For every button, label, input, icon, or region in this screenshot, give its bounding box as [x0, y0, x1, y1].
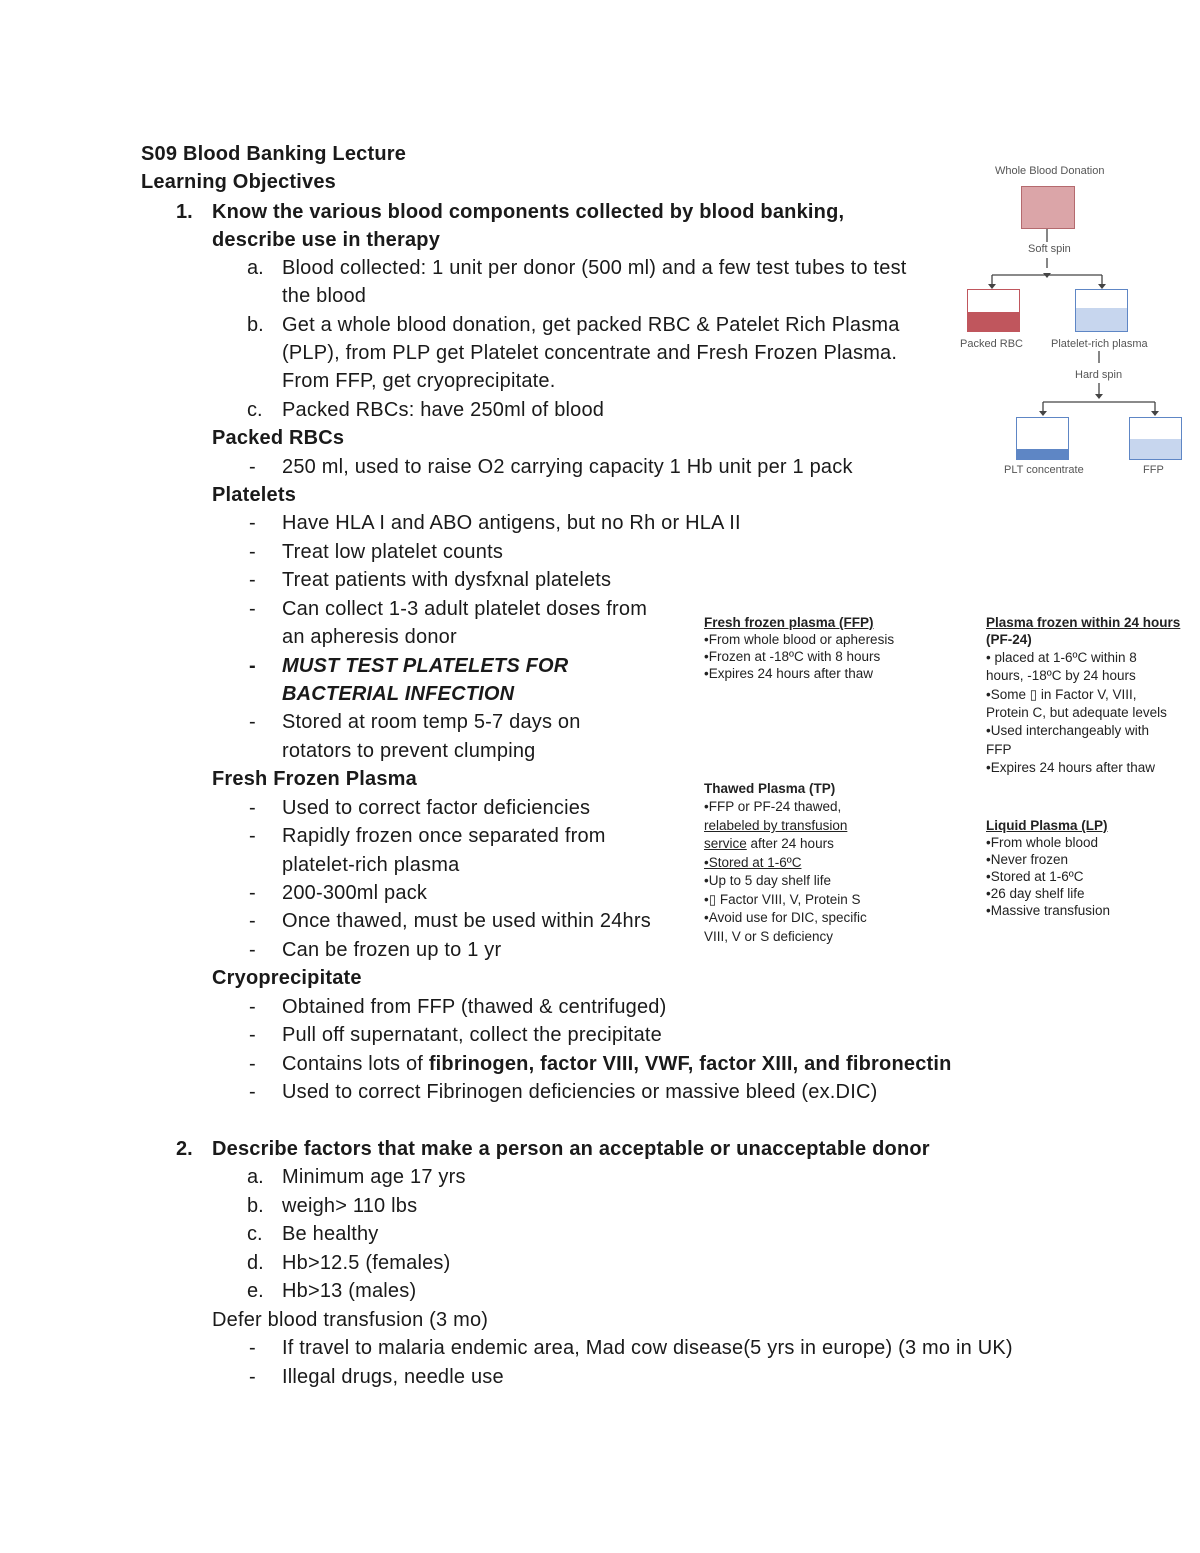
hard-spin-label: Hard spin — [1075, 369, 1123, 381]
pf24-info-line: •Used interchangeably with — [986, 723, 1150, 738]
bullet-dash: - — [249, 825, 256, 847]
pf24-info-line: • placed at 1-6ºC within 8 — [986, 650, 1137, 665]
ffp-bag — [1129, 417, 1182, 460]
plt-concentrate-label: PLT concentrate — [1004, 464, 1084, 476]
platelets-heading: Platelets — [212, 484, 297, 506]
whole-blood-bag — [1021, 186, 1075, 229]
list-item: Obtained from FFP (thawed & centrifuged) — [282, 996, 667, 1018]
list-item — [282, 1050, 952, 1078]
tp-info-rest: after 24 hours — [746, 836, 834, 851]
list-marker: d. — [247, 1252, 264, 1274]
pf24-info-line: FFP — [986, 742, 1012, 757]
objective-2-text: Describe factors that make a person an acceptable or unacceptable donor — [212, 1138, 930, 1160]
bullet-dash: - — [249, 512, 256, 534]
list-item: Once thawed, must be used within 24hrs — [282, 910, 651, 932]
bullet-dash: - — [249, 882, 256, 904]
packed-rbcs-heading: Packed RBCs — [212, 427, 345, 449]
ffp-heading: Fresh Frozen Plasma — [212, 768, 417, 790]
list-marker: b. — [247, 314, 264, 336]
list-item: Pull off supernatant, collect the precipitate — [282, 1024, 662, 1046]
objective-1-text-cont: describe use in therapy — [212, 229, 441, 251]
tp-info-line — [704, 835, 834, 853]
bullet-dash: - — [249, 655, 256, 677]
list-marker: c. — [247, 1223, 263, 1245]
list-item-cont: From FFP, get cryoprecipitate. — [282, 370, 556, 392]
cryo-heading: Cryoprecipitate — [212, 967, 362, 989]
rbc-fill — [968, 312, 1019, 331]
list-marker: b. — [247, 1195, 264, 1217]
bullet-dash: - — [249, 598, 256, 620]
ffp-info-line: •Frozen at -18ºC with 8 hours — [704, 649, 881, 664]
pf24-info-line: Protein C, but adequate levels — [986, 705, 1167, 720]
ffp-info-title: Fresh frozen plasma (FFP) — [704, 615, 874, 630]
list-item-cont: an apheresis donor — [282, 626, 457, 648]
list-item-cont: rotators to prevent clumping — [282, 740, 536, 762]
warning-text: MUST TEST PLATELETS FOR — [282, 655, 569, 677]
list-item-prefix: Contains lots of — [282, 1053, 429, 1075]
bullet-dash: - — [249, 569, 256, 591]
bullet-dash: - — [249, 939, 256, 961]
pf24-info-line: hours, -18ºC by 24 hours — [986, 668, 1136, 683]
bullet-dash: - — [249, 1053, 256, 1075]
tp-info-line: •Stored at 1-6ºC — [704, 855, 802, 870]
bullet-dash: - — [249, 711, 256, 733]
list-item: Have HLA I and ABO antigens, but no Rh or HLA II — [282, 512, 741, 534]
list-item: weigh> 110 lbs — [282, 1195, 418, 1217]
bullet-dash: - — [249, 456, 256, 478]
list-item: Used to correct Fibrinogen deficiencies or massive bleed (ex.DIC) — [282, 1081, 878, 1103]
list-item: If travel to malaria endemic area, Mad cow disease(5 yrs in europe) (3 mo in UK) — [282, 1337, 1013, 1359]
document-title: S09 Blood Banking Lecture — [141, 143, 407, 165]
list-item: Rapidly frozen once separated from — [282, 825, 606, 847]
lp-info-line: •26 day shelf life — [986, 886, 1085, 901]
whole-blood-label: Whole Blood Donation — [995, 165, 1105, 177]
list-item: 200-300ml pack — [282, 882, 428, 904]
bullet-dash: - — [249, 996, 256, 1018]
list-item-emphasis: fibrinogen, factor VIII, VWF, factor XIII, and fibronectin — [428, 1053, 952, 1075]
pf24-info-line: •Some ▯ in Factor V, VIII, — [986, 687, 1137, 702]
lp-info-line: •Never frozen — [986, 852, 1069, 867]
list-item: Hb>12.5 (females) — [282, 1252, 451, 1274]
list-item: Get a whole blood donation, get packed RBC & Patelet Rich Plasma — [282, 314, 900, 336]
list-item: Illegal drugs, needle use — [282, 1366, 504, 1388]
tp-info-line: •▯ Factor VIII, V, Protein S — [704, 892, 861, 907]
list-item: Hb>13 (males) — [282, 1280, 417, 1302]
ffp-info-line: •From whole blood or apheresis — [704, 632, 895, 647]
list-item: Minimum age 17 yrs — [282, 1166, 466, 1188]
list-item: Used to correct factor deficiencies — [282, 797, 591, 819]
ffp-fill — [1130, 439, 1181, 459]
tp-info-line: relabeled by transfusion — [704, 818, 848, 833]
packed-rbc-label: Packed RBC — [960, 338, 1023, 350]
warning-text-cont: BACTERIAL INFECTION — [282, 683, 515, 705]
list-marker: a. — [247, 257, 264, 279]
packed-rbc-bag — [967, 289, 1020, 332]
prp-bag — [1075, 289, 1128, 332]
list-item: Stored at room temp 5-7 days on — [282, 711, 581, 733]
prp-label: Platelet-rich plasma — [1051, 338, 1148, 350]
ffp-label: FFP — [1143, 464, 1164, 476]
pf24-info-title: Plasma frozen within 24 hours — [986, 615, 1181, 630]
list-item: Be healthy — [282, 1223, 379, 1245]
lp-info-title: Liquid Plasma (LP) — [986, 818, 1108, 833]
list-item-cont: the blood — [282, 285, 367, 307]
bullet-dash: - — [249, 1024, 256, 1046]
tp-info-title: Thawed Plasma (TP) — [704, 781, 836, 796]
list-item-cont: platelet-rich plasma — [282, 854, 460, 876]
prp-fill — [1076, 308, 1127, 331]
list-marker: c. — [247, 399, 263, 421]
defer-heading: Defer blood transfusion (3 mo) — [212, 1309, 489, 1331]
tp-info-line: •Up to 5 day shelf life — [704, 873, 832, 888]
list-item: Can collect 1-3 adult platelet doses from — [282, 598, 648, 620]
objective-2-number: 2. — [176, 1138, 193, 1160]
lp-info-line: •Stored at 1-6ºC — [986, 869, 1084, 884]
bullet-dash: - — [249, 1366, 256, 1388]
tp-info-line: VIII, V or S deficiency — [704, 929, 834, 944]
tp-info-line: •FFP or PF-24 thawed, — [704, 799, 842, 814]
bullet-dash: - — [249, 910, 256, 932]
list-item: Blood collected: 1 unit per donor (500 ml) and a few test tubes to test — [282, 257, 907, 279]
bullet-dash: - — [249, 541, 256, 563]
bullet-dash: - — [249, 1337, 256, 1359]
list-marker: a. — [247, 1166, 264, 1188]
tp-info-line: •Avoid use for DIC, specific — [704, 910, 867, 925]
list-item: 250 ml, used to raise O2 carrying capacity 1 Hb unit per 1 pack — [282, 456, 853, 478]
list-item: Treat patients with dysfxnal platelets — [282, 569, 612, 591]
pf24-info-title-cont: (PF-24) — [986, 632, 1032, 647]
list-item: Can be frozen up to 1 yr — [282, 939, 502, 961]
plt-concentrate-bag — [1016, 417, 1069, 460]
list-item: Treat low platelet counts — [282, 541, 504, 563]
bullet-dash: - — [249, 797, 256, 819]
objective-1-number: 1. — [176, 201, 193, 223]
learning-objectives-heading: Learning Objectives — [141, 171, 336, 193]
bullet-dash: - — [249, 1081, 256, 1103]
pf24-info-line: •Expires 24 hours after thaw — [986, 760, 1156, 775]
list-item-cont: (PLP), from PLP get Platelet concentrate and Fresh Frozen Plasma. — [282, 342, 898, 364]
lp-info-line: •Massive transfusion — [986, 903, 1111, 918]
ffp-info-line: •Expires 24 hours after thaw — [704, 666, 874, 681]
soft-spin-label: Soft spin — [1028, 243, 1071, 255]
list-item: Packed RBCs: have 250ml of blood — [282, 399, 605, 421]
plt-fill — [1017, 449, 1068, 459]
tp-info-underlined: service — [704, 836, 747, 851]
list-marker: e. — [247, 1280, 264, 1302]
objective-1-text: Know the various blood components collected by blood banking, — [212, 201, 845, 223]
lp-info-line: •From whole blood — [986, 835, 1099, 850]
